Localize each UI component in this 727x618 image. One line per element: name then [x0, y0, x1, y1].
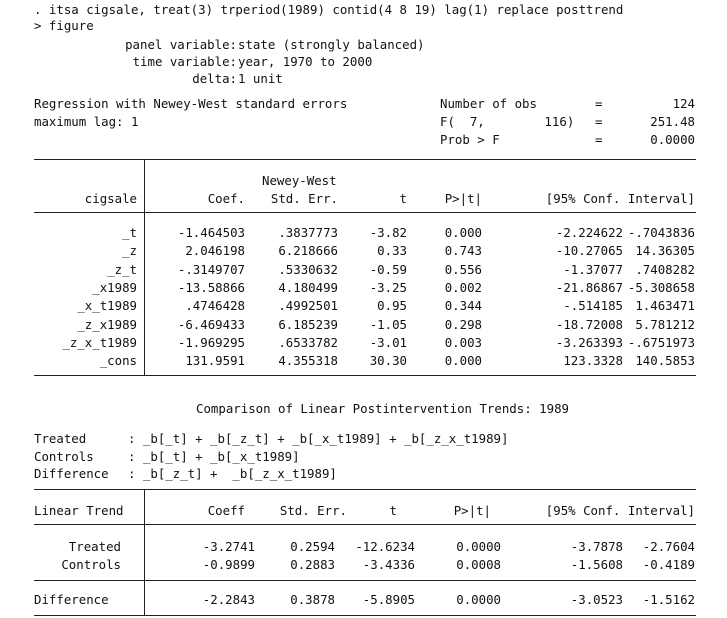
row-p: 0.0000: [456, 539, 501, 554]
row-ci-upper: -.6751973: [627, 334, 695, 350]
row-ci-lower: -18.72008: [555, 316, 623, 332]
row-ci-upper: -5.308658: [627, 279, 695, 295]
row-variable: _x1989: [92, 279, 137, 295]
row-t: -3.82: [369, 225, 407, 240]
stat-value: 124: [672, 96, 695, 111]
p-header: P>|t|: [453, 503, 491, 518]
row-ci-upper: 140.5853: [635, 353, 695, 369]
row-p: 0.003: [444, 334, 482, 350]
coef-header: Coef.: [207, 191, 245, 206]
se-header: Std. Err.: [270, 191, 338, 206]
row-p: 0.556: [444, 261, 482, 277]
ci-header: [95% Conf. Interval]: [545, 191, 695, 206]
row-coef: -.3149707: [177, 261, 245, 277]
stat-eq: =: [595, 114, 603, 129]
def-label: Controls: [34, 449, 94, 464]
def-label: Treated: [34, 431, 87, 446]
row-ci-upper: .7408282: [635, 261, 695, 277]
regression-title: Regression with Newey-West standard errors: [34, 96, 348, 111]
row-coef: -1.969295: [177, 334, 245, 350]
p-header: P>|t|: [444, 191, 482, 206]
stat-label: F( 7, 116): [440, 114, 575, 129]
row-p: 0.344: [444, 298, 482, 314]
row-ci-upper: -.7043836: [627, 225, 695, 240]
row-ci-lower: -1.5608: [570, 556, 623, 572]
row-p: 0.000: [444, 353, 482, 369]
row-std-err: 0.2883: [290, 556, 335, 572]
row-t: 0.33: [377, 243, 407, 259]
row-std-err: .6533782: [278, 334, 338, 350]
row-variable: _z_x_t1989: [62, 334, 137, 350]
difference-ci-lower: -3.0523: [570, 592, 623, 607]
row-t: -0.59: [369, 261, 407, 277]
row-ci-lower: -10.27065: [555, 243, 623, 259]
row-ci-lower: -1.37077: [563, 261, 623, 277]
row-t: -3.25: [369, 279, 407, 295]
row-ci-upper: 1.463471: [635, 298, 695, 314]
row-coef: 2.046198: [185, 243, 245, 259]
trend-header: Linear Trend: [34, 503, 124, 518]
def-expr: : _b[_t] + _b[_x_t1989]: [128, 449, 300, 464]
row-std-err: 6.185239: [278, 316, 338, 332]
difference-label: Difference: [34, 592, 109, 607]
difference-coef: -2.2843: [202, 592, 255, 607]
row-p: 0.298: [444, 316, 482, 332]
row-ci-lower: -.514185: [563, 298, 623, 314]
row-coef: -1.464503: [177, 225, 245, 240]
panel-variable-value: state (strongly balanced): [238, 37, 425, 52]
delta-value: 1 unit: [238, 71, 283, 86]
comparison-top-rule: [34, 489, 696, 490]
row-coef: -13.58866: [177, 279, 245, 295]
comparison-bottom-rule: [34, 615, 696, 616]
row-variable: _cons: [99, 353, 137, 369]
row-coef: .4746428: [185, 298, 245, 314]
table-top-rule: [34, 159, 696, 160]
row-p: 0.000: [444, 225, 482, 240]
row-t: 0.95: [377, 298, 407, 314]
row-variable: _z_t: [107, 261, 137, 277]
def-expr: : _b[_t] + _b[_z_t] + _b[_x_t1989] + _b[_z_x_t1989]: [128, 431, 509, 446]
row-ci-upper: -0.4189: [642, 556, 695, 572]
difference-p: 0.0000: [456, 592, 501, 607]
stat-label: Number of obs: [440, 96, 537, 111]
comparison-column-divider: [144, 489, 145, 615]
row-variable: _z: [122, 243, 137, 259]
row-t: -3.4336: [362, 556, 415, 572]
row-ci-lower: -3.263393: [555, 334, 623, 350]
row-ci-lower: -21.86867: [555, 279, 623, 295]
row-std-err: .5330632: [278, 261, 338, 277]
t-header: t: [399, 191, 407, 206]
se-header: Std. Err.: [279, 503, 347, 518]
command-line: . itsa cigsale, treat(3) trperiod(1989) contid(4 8 19) lag(1) replace posttrend: [34, 2, 624, 17]
time-variable-label: time variable:: [132, 54, 237, 69]
se-header-top: Newey-West: [262, 173, 337, 188]
comparison-header-rule: [34, 524, 696, 525]
row-std-err: .3837773: [278, 225, 338, 240]
difference-t: -5.8905: [362, 592, 415, 607]
row-ci-upper: 5.781212: [635, 316, 695, 332]
ci-header: [95% Conf. Interval]: [545, 503, 695, 518]
row-std-err: .4992501: [278, 298, 338, 314]
max-lag: maximum lag: 1: [34, 114, 139, 129]
row-std-err: 4.355318: [278, 353, 338, 369]
row-ci-lower: 123.3328: [563, 353, 623, 369]
comparison-title: Comparison of Linear Postintervention Trends: 1989: [196, 401, 569, 416]
stat-value: 251.48: [650, 114, 695, 129]
row-variable: _x_t1989: [77, 298, 137, 314]
row-p: 0.0008: [456, 556, 501, 572]
row-variable: _t: [122, 225, 137, 240]
header-rule: [34, 212, 696, 213]
difference-rule: [34, 580, 696, 581]
row-p: 0.002: [444, 279, 482, 295]
stat-eq: =: [595, 96, 603, 111]
var-header: cigsale: [84, 191, 137, 206]
row-coef: 131.9591: [185, 353, 245, 369]
row-label: Treated: [68, 539, 121, 554]
panel-variable-label: panel variable:: [125, 37, 237, 52]
delta-label: delta:: [192, 71, 237, 86]
row-t: -1.05: [369, 316, 407, 332]
row-t: -3.01: [369, 334, 407, 350]
row-coef: -0.9899: [202, 556, 255, 572]
difference-se: 0.3878: [290, 592, 335, 607]
command-continuation: > figure: [34, 18, 94, 33]
row-label: Controls: [61, 556, 121, 572]
row-ci-upper: 14.36305: [635, 243, 695, 259]
difference-ci-upper: -1.5162: [642, 592, 695, 607]
row-std-err: 6.218666: [278, 243, 338, 259]
row-coef: -6.469433: [177, 316, 245, 332]
stat-value: 0.0000: [650, 132, 695, 147]
row-coef: -3.2741: [202, 539, 255, 554]
stat-eq: =: [595, 132, 603, 147]
def-expr: : _b[_z_t] + _b[_z_x_t1989]: [128, 466, 337, 481]
row-t: 30.30: [369, 353, 407, 369]
stat-label: Prob > F: [440, 132, 500, 147]
table-column-divider: [144, 159, 145, 375]
def-label: Difference: [34, 466, 109, 481]
row-ci-lower: -3.7878: [570, 539, 623, 554]
table-bottom-rule: [34, 375, 696, 376]
row-std-err: 4.180499: [278, 279, 338, 295]
row-ci-upper: -2.7604: [642, 539, 695, 554]
coeff-header: Coeff: [207, 503, 245, 518]
row-t: -12.6234: [355, 539, 415, 554]
t-header: t: [389, 503, 397, 518]
row-variable: _z_x1989: [77, 316, 137, 332]
row-p: 0.743: [444, 243, 482, 259]
row-std-err: 0.2594: [290, 539, 335, 554]
time-variable-value: year, 1970 to 2000: [238, 54, 373, 69]
row-ci-lower: -2.224622: [555, 225, 623, 240]
